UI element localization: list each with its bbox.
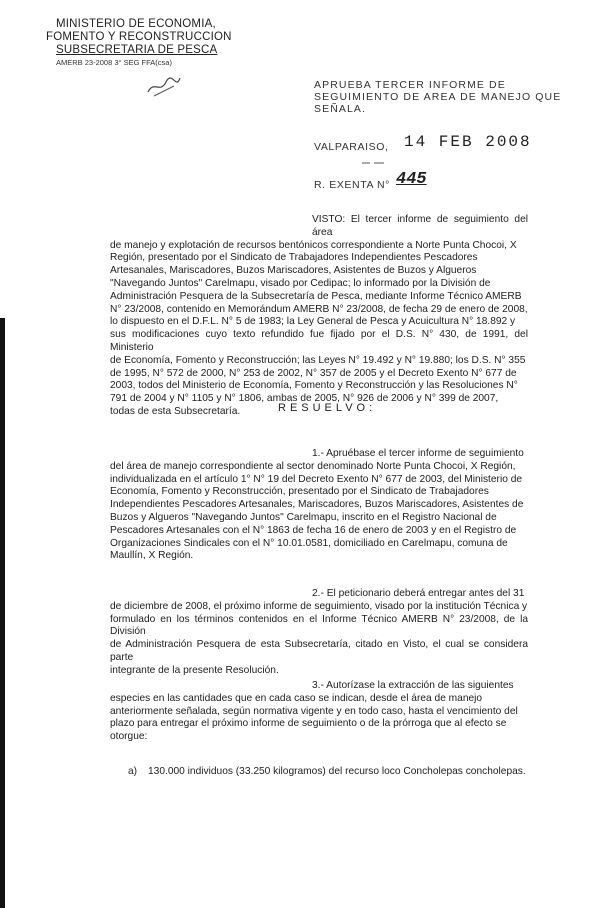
item3-line: otorgue: — [110, 731, 148, 743]
item2-line: integrante de la presente Resolución. — [110, 664, 279, 676]
initials-signature — [144, 72, 184, 100]
place-label: VALPARAISO, — [314, 141, 389, 153]
item-a-marker: a) — [128, 766, 138, 777]
item2-line: de Administración Pesquera de esta Subsecretaría, citado en Visto, el cual se considera parte — [110, 639, 528, 663]
stamp-mark — [360, 160, 390, 166]
visto-line: 2003, todos del Ministerio de Economía, Fomento y Reconstrucción y las Resoluciones N° — [110, 380, 518, 392]
visto-line: 791 de 2004 y N° 1105 y N° 1806, ambas de 2005, N° 926 de 2006 y N° 399 de 2007, — [110, 393, 499, 405]
visto-lead: VISTO: El tercer informe de seguimiento del área — [312, 214, 528, 238]
ministry-line: MINISTERIO DE ECONOMIA, — [56, 18, 216, 30]
visto-line: de Economía, Fomento y Reconstrucción; las Leyes N° 19.492 y N° 19.880; los D.S. N° 355 — [110, 354, 526, 366]
reference-code: AMERB 23-2008 3° SEG FFA(csa) — [56, 58, 172, 67]
item1-line: individualizada en el artículo 1° N° 19 del Decreto Exento N° 677 de 2003, del Ministerio de — [110, 473, 523, 485]
resuelvo-heading: RESUELVO: — [278, 402, 377, 414]
exenta-label: R. EXENTA N° — [314, 179, 390, 191]
subject-line-3: SEÑALA. — [314, 103, 367, 115]
visto-line: Administración Pesquera de la Subsecretaría de Pesca, mediante Informe Técnico AMERB — [110, 290, 522, 302]
date-stamp: 14 FEB 2008 — [404, 133, 532, 151]
item1-line: del área de manejo correspondiente al sector denominado Norte Punta Chocoi, X Región, — [110, 460, 516, 472]
item3-line: plazo para entregar el próximo informe de seguimiento o de la prórroga que al efecto se — [110, 718, 507, 730]
visto-line: "Navegando Juntos" Carelmapu, visado por Cedipac; lo informado por la División de — [110, 277, 491, 289]
item-a-text: 130.000 individuos (33.250 kilogramos) del recurso loco Concholepas concholepas. — [148, 766, 526, 777]
visto-line: Región, presentado por el Sindicato de Trabajadores Independientes Pescadores — [110, 252, 478, 264]
item1-line: Buzos y Algueros "Navegando Juntos" Carelmapu, inscrito en el Registro Nacional de — [110, 511, 497, 523]
visto-line: N° 23/2008, contenido en Memorándum AMERB N° 23/2008, de fecha 29 de enero de 2008, — [110, 303, 528, 315]
subject-line-2: SEGUIMIENTO DE AREA DE MANEJO QUE — [314, 91, 562, 103]
item3-lead: 3.- Autorízase la extracción de las siguientes — [312, 680, 514, 691]
visto-line: todas de esta Subsecretaría. — [110, 405, 241, 417]
visto-line: de 1995, N° 572 de 2000, N° 253 de 2002, N° 357 de 2005 y el Decreto Exento N° 677 de — [110, 367, 517, 379]
subsecretaria-line: SUBSECRETARIA DE PESCA — [56, 44, 218, 56]
visto-line: lo dispuesto en el D.F.L. N° 5 de 1983; la Ley General de Pesca y Acuicultura N° 18.892 y — [110, 316, 516, 328]
item2-line: formulado en los términos contenidos en el Informe Técnico AMERB N° 23/2008, de la División — [110, 613, 528, 638]
visto-line: sus modificaciones cuyo texto refundido fue fijado por el D.S. N° 430, de 1991, del Ministerio — [110, 329, 528, 353]
item2-lead: 2.- El peticionario deberá entregar antes del 31 — [312, 588, 525, 599]
item1-lead: 1.- Apruébase el tercer informe de seguimiento — [312, 448, 524, 459]
item1-line: Organizaciones Sindicales con el N° 10.01.0581, domiciliado en Carelmapu, comuna de — [110, 537, 508, 549]
item2-line: de diciembre de 2008, el próximo informe de seguimiento, visado por la institución Técnica y — [110, 600, 528, 612]
item1-line: Pescadores Artesanales con el N° 1863 de fecha 16 de enero de 2003 y en el Registro de — [110, 524, 517, 536]
visto-line: Artesanales, Mariscadores, Buzos Mariscadores, Asistentes de Buzos y Algueros — [110, 265, 477, 277]
item1-line: Maullín, X Región. — [110, 550, 194, 562]
ministry-line-2: FOMENTO Y RECONSTRUCCION — [46, 31, 232, 43]
scan-edge-bar — [0, 318, 5, 908]
visto-line: de manejo y explotación de recursos bentónicos correspondiente a Norte Punta Chocoi, X — [110, 239, 517, 251]
item3-line: especies en las cantidades que en cada caso se indican, desde el área de manejo — [110, 692, 483, 704]
item3-line: anteriormente señalada, según normativa vigente y en todo caso, hasta el vencimiento del — [110, 705, 518, 717]
exenta-number: 445 — [396, 170, 427, 189]
subject-line-1: APRUEBA TERCER INFORME DE — [314, 79, 506, 91]
item1-line: Economía, Fomento y Reconstrucción, presentado por el Sindicato de Trabajadores — [110, 486, 489, 498]
item1-line: Independientes Pescadores Artesanales, Mariscadores, Buzos Mariscadores, Asistentes de — [110, 499, 524, 511]
